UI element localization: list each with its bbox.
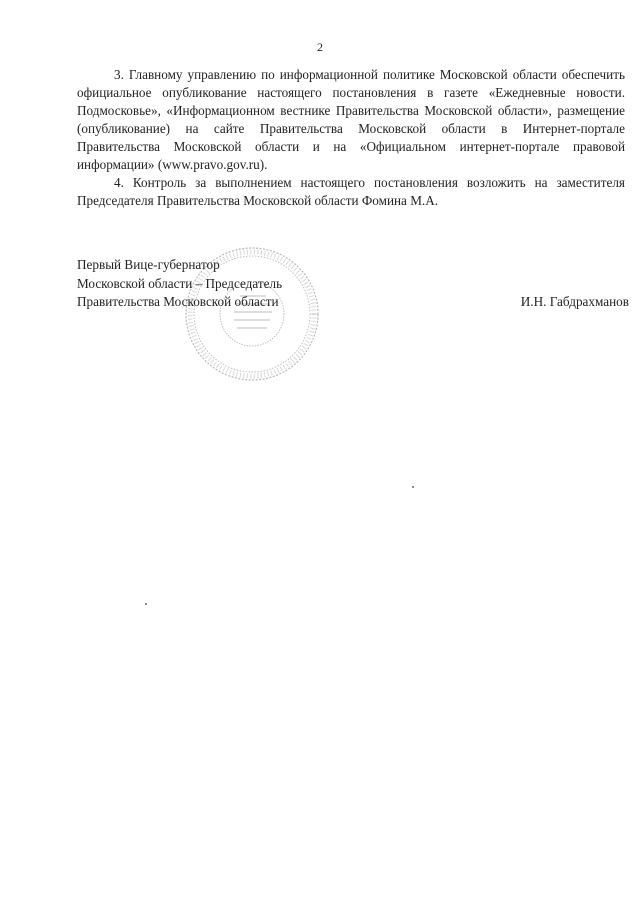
- paragraph-3: 3. Главному управлению по информационной политике Московской области обеспечить официальное опубликование настоящего постановления в газете «Ежедневные новости. Подмосковье», «Информационном вестнике Правительства Московской области», размещение (опубликование) на сайте Правительства Московской области в Интернет-портале Правительства Московской области и на «Официальном интернет-портале правовой информации» (www.pravo.gov.ru).: [77, 67, 625, 172]
- document-body: [77, 66, 625, 210]
- paragraph-4: 4. Контроль за выполнением настоящего постановления возложить на заместителя Председателя Правительства Московской области Фомина М.А.: [77, 175, 625, 208]
- signatory-name: И.Н. Габдрахманов: [520, 294, 629, 309]
- page-number: 2: [317, 40, 323, 54]
- scan-speck: [412, 486, 414, 488]
- signature-block: [77, 256, 629, 316]
- signatory-position: [77, 256, 282, 312]
- signatory-position-line: Московской области – Председатель: [77, 275, 283, 291]
- scan-speck: [145, 603, 147, 605]
- signatory-position-line: Правительства Московской области: [77, 294, 279, 309]
- signatory-position-line: Первый Вице-губернатор: [77, 257, 220, 272]
